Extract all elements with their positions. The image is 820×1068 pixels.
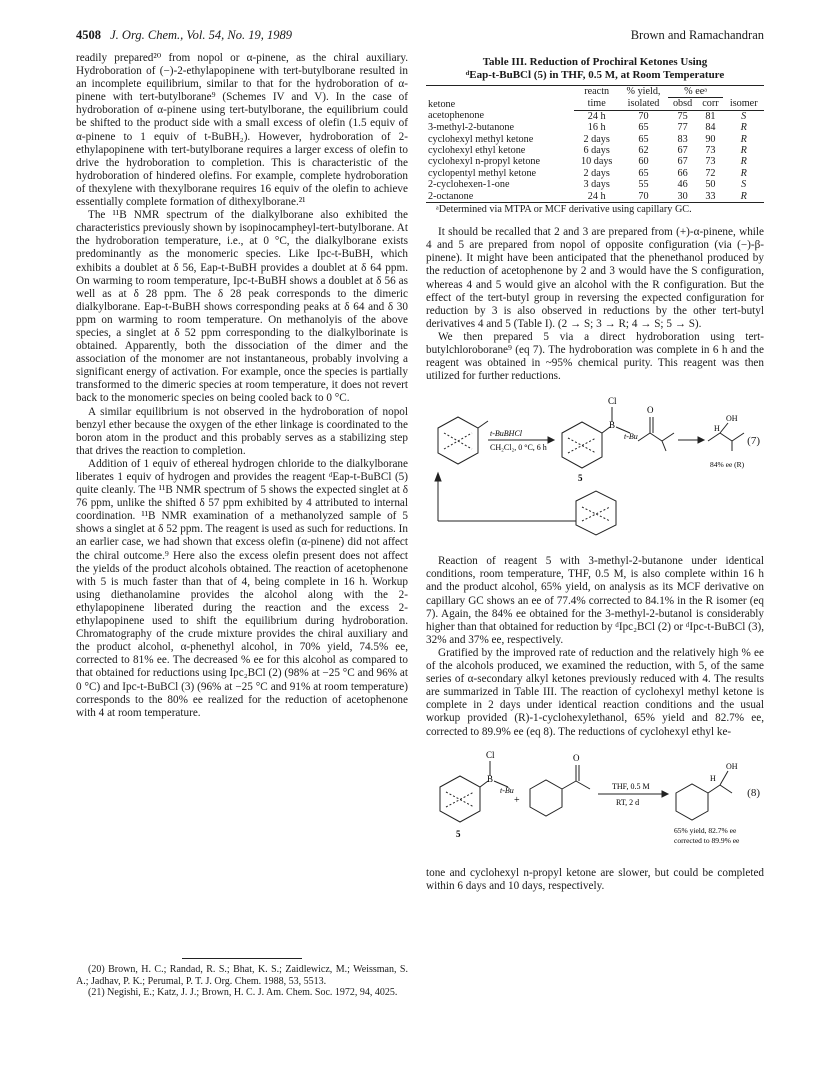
oxygen-label: O: [647, 405, 654, 416]
ee-observed-cell: 46: [677, 179, 688, 191]
isomer-cell: R: [723, 191, 764, 203]
ee-observed-cell: 75: [677, 110, 688, 122]
time-cell: 16 h: [587, 122, 606, 134]
time-cell: 2 days: [583, 167, 610, 179]
ketone-cell: cyclohexyl ethyl ketone: [428, 145, 526, 157]
yield-cell: 60: [638, 156, 649, 168]
tbu-label: t-Bu: [624, 432, 638, 442]
equation-8-structures: [426, 747, 764, 859]
isomer-cell: R: [740, 145, 747, 157]
right-column: [426, 52, 764, 893]
col-header-isolated: isolated: [619, 98, 667, 110]
paragraph: Addition of 1 equiv of ethereal hydrogen chloride to the dialkylborane liberates 1 equiv of hydrogen and provides the reagent ᵈEap-t-BuBCl (5) quite cleanly. The ¹¹B NMR spectrum of 5 shows the expected singlet at δ 76 ppm, unlike the shifted δ 57 ppm exhibited by 4 attributed to internal coordination. ¹¹B NMR examination of a methanolyzed sample of 5 shows a singlet at δ 52 ppm. The reagent is used as such for reductions. In an earlier case, we had shown that excess olefin (α-pinene) did not affect the chiral outcome.⁹ Here also the excess olefin present does not affect the yields of the product alcohols obtained. The reaction of acetophenone with 5 is much faster than that of 4, being complete in 16 h. Workup using diethanolamine provides the alcohol along with the 2-ethylapopinene liberated during the reaction and the excess 2-ethylapopinene used to shift the equilibrium during hydroboration. Chromatography of the crude mixture provides the chiral auxiliary and the product alcohol, α-phenethyl alcohol, in 70% yield, 74.5% ee, corrected to 81% ee. The decreased % ee for this alcohol as compared to that obtained for reductions using Ipc₂BCl (2) (98% at −25 °C and 96% at 0 °C) and Ipc-t-BuBCl (3) (96% at −25 °C and 91% at room temperature) corresponds to the 80% ee realized for the reduction of acetophenone with 4 at room temperature.: [76, 457, 408, 719]
time-cell: 3 days: [583, 179, 610, 191]
col-header-yield: % yield,: [619, 86, 667, 98]
conditions-label: CH₂Cl₂, 0 °C, 6 h: [490, 443, 547, 453]
conditions-label: RT, 2 d: [616, 797, 640, 807]
ee-corrected-cell: 73: [705, 145, 716, 157]
yield-cell: 65: [638, 167, 649, 179]
ketone-cell: 2-cyclohexen-1-one: [428, 179, 510, 191]
isomer-cell: R: [740, 156, 747, 168]
compound-number: 5: [456, 828, 461, 839]
table-row: [426, 110, 764, 122]
col-header-time: time: [574, 98, 619, 110]
col-header-reactn: reactn: [574, 86, 619, 98]
ee-observed-cell: 77: [677, 122, 688, 134]
table-row: [426, 179, 764, 190]
product-ring: [676, 784, 708, 820]
table-row: [426, 191, 764, 203]
reference-21: (21) Negishi, E.; Katz, J. J.; Brown, H. C. J. Am. Chem. Soc. 1972, 94, 4025.: [88, 987, 398, 999]
hydrogen-label: H: [714, 424, 720, 434]
time-cell: 2 days: [583, 133, 610, 145]
ee-corrected-cell: 72: [705, 167, 716, 179]
ee-corrected-cell: 73: [705, 156, 716, 168]
ee-result: 84% ee (R): [710, 460, 745, 470]
paragraph: readily prepared²⁰ from nopol or α-pinene, as the chiral auxiliary. Hydroboration of (−)-2-ethylapopinene with tert-butylborane resulted in an incomplete equilibrium, similar to that for the hydroboration of α-pinene with tert-butylborane⁹ (Schemes IV and V). In the case of hydroboration of α-pinene using tert-butylborane, the equilibrium could be shifted to the product side with a small excess of olefin (1.5 equiv of α-pinene to 1 equiv of t-BuBH₂). However, hydroboration of 2-ethylapopinene with tert-butylborane requires a larger excess of olefin to drive the hydroboration to completion. This is characteristic of the hydroboration of hindered olefins. For example, complete hydroboration of thexylene with thexylborane requires 16 equiv of the olefin to achieve essentially complete formation of dithexylborane.²¹: [76, 52, 408, 209]
ketone-cell: acetophenone: [428, 110, 485, 122]
ketone-cell: cyclohexyl methyl ketone: [428, 133, 534, 145]
ketone-cell: 2-octanone: [426, 191, 574, 203]
running-header: [76, 28, 764, 48]
conditions-label: THF, 0.5 M: [612, 781, 650, 791]
chlorine-label: Cl: [486, 749, 495, 760]
paragraph: A similar equilibrium is not observed in the hydroboration of nopol benzyl ether because the oxygen of the ether linkage is coordinated to the boron atom in the product and this probably serves as a stabilizing step that drives the reaction to completion.: [76, 405, 408, 457]
isomer-cell: R: [740, 133, 747, 145]
table-row: [426, 134, 764, 145]
ee-observed-cell: 83: [677, 133, 688, 145]
table-title: Table III. Reduction of Prochiral Ketones Using ᵈEap-t-BuBCl (5) in THF, 0.5 M, at Room Temperature: [465, 56, 725, 81]
col-header-corr: corr: [697, 98, 723, 110]
table-row: [426, 168, 764, 179]
tbu-label: t-Bu: [500, 785, 514, 795]
journal-citation: J. Org. Chem., Vol. 54, No. 19, 1989: [110, 28, 292, 42]
ee-corrected-cell: 90: [705, 133, 716, 145]
compound-number: 5: [578, 473, 583, 484]
ethylapopinene-ring: [576, 491, 616, 535]
isomer-cell: S: [741, 110, 747, 122]
ketone-cell: cyclohexyl n-propyl ketone: [428, 156, 541, 168]
paragraph: The ¹¹B NMR spectrum of the dialkylborane also exhibited the characteristics previously shown by isopinocampheyl-tert-butylborane. At the hydroboration temperature, i.e., at 0 °C, the dialkylborane exists predominantly as the monomeric species. Like Ipc-t-BuBH, which exhibits a doublet at δ 56, Eap-t-BuBH provides a doublet at δ 64 ppm. On warming to room temperature, Ipc-t-BuBH shows a doublet at δ 56 as well as at δ 28 ppm. The δ 28 peak corresponds to the dimeric dialkylborane. Eap-t-BuBH shows corresponding peaks at δ 64 and δ 30 ppm on warming to room temperature. On methanolyis of the above species, a singlet at δ 52 ppm corresponding to the dialkylborinate is obtained. Apparently, both the dissociation of the dimer and the association of the monomer are not instantaneous, probably involving a significant energy of activation. For example, once the species is partially transformed to the dimeric species at room temperature, it does not revert back to the monomeric species on being cooled back to 0 °C.: [76, 209, 408, 405]
yield-cell: 70: [638, 110, 649, 122]
boron-label: B: [609, 420, 616, 431]
ee-observed-cell: 30: [668, 191, 698, 203]
col-header-ketone: ketone: [426, 86, 574, 111]
hydrogen-label: H: [710, 773, 716, 783]
ee-observed-cell: 67: [677, 145, 688, 157]
ee-result: corrected to 89.9% ee: [674, 835, 740, 845]
ee-corrected-cell: 33: [697, 191, 723, 203]
yield-cell: 70: [619, 191, 667, 203]
oxygen-label: O: [573, 752, 580, 763]
equation-7-structures: [426, 393, 764, 543]
isomer-cell: R: [740, 167, 747, 179]
reagent-label: t-BuBHCl: [490, 429, 522, 439]
ketone-cell: 3-methyl-2-butanone: [428, 122, 515, 134]
ketone-cell: cyclopentyl methyl ketone: [428, 167, 537, 179]
boron-label: B: [487, 773, 494, 784]
reference-20: (20) Brown, H. C.; Randad, R. S.; Bhat, K. S.; Zaidlewicz, M.; Weissman, S. A.; Jadhav, P. K.; Perumal, P. T. J. Org. Chem. 1988, 53, 5513.: [76, 964, 408, 987]
left-column: [76, 52, 408, 720]
equation-7-scheme: [426, 393, 764, 543]
table-row: [426, 156, 764, 167]
time-cell: 24 h: [587, 110, 606, 122]
ee-corrected-cell: 81: [705, 110, 716, 122]
table-body: [426, 110, 764, 202]
equation-number: (8): [747, 786, 760, 799]
table-row: [426, 145, 764, 156]
paragraph: It should be recalled that 2 and 3 are prepared from (+)-α-pinene, while 4 and 5 are prepared from nopol of opposite configuration (via (−)-β-pinene). It might have been anticipated that the phenethanol produced by the reduction of acetophenone by 2 and 3 would have the S configuration, whereas 4 and 5 would give an alcohol with the R configuration. But the effect of the tert-butyl group in reversing the expected configuration for reduction by 3 is also observed in reductions by the other tert-butyl derivatives 4 and 5 (Table I). (2 → S; 3 → R; 4 → S; 5 → S).: [426, 226, 764, 330]
col-header-obsd: obsd: [668, 98, 698, 110]
paragraph: tone and cyclohexyl n-propyl ketone are slower, but could be completed within 6 days and 10 days, respectively.: [426, 866, 764, 892]
col-header-ee: % eeᵃ: [668, 86, 724, 98]
paragraph: Gratified by the improved rate of reduction and the relatively high % ee of the alcohols produced, we examined the reduction, with 5, of the same series of α-secondary alkyl ketones previously reduced with 4. The results are summarized in Table III. The reaction of cyclohexyl methyl ketone is complete in 2 days under identical reaction conditions and the usual workup provided (R)-1-cyclohexylethanol, 65% yield and 82.7% ee, corrected to 89.9% ee (eq 8). The reductions of cyclohexyl ethyl ke-: [426, 646, 764, 738]
time-cell: 6 days: [583, 145, 610, 157]
chlorine-label: Cl: [608, 396, 617, 407]
yield-result: 65% yield, 82.7% ee: [674, 825, 737, 835]
equation-8-scheme: [426, 747, 764, 859]
table-iii: [426, 85, 764, 203]
ee-observed-cell: 66: [677, 167, 688, 179]
yield-cell: 65: [638, 133, 649, 145]
isomer-cell: R: [740, 122, 747, 134]
time-cell: 24 h: [574, 191, 619, 203]
ee-corrected-cell: 84: [705, 122, 716, 134]
plus-sign: +: [514, 794, 520, 806]
yield-cell: 55: [638, 179, 649, 191]
isomer-cell: S: [741, 179, 747, 191]
references: [76, 958, 408, 999]
table-footnote: ᵃDetermined via MTPA or MCF derivative using capillary GC.: [436, 204, 692, 216]
footnote-rule: [182, 958, 302, 959]
yield-cell: 62: [638, 145, 649, 157]
page-number: 4508: [76, 28, 101, 42]
time-cell: 10 days: [580, 156, 613, 168]
hydroxyl-label: OH: [726, 761, 738, 771]
paragraph: We then prepared 5 via a direct hydroboration using tert-butylchloroborane⁹ (eq 7). The hydroboration was complete in 6 h and the reagent was obtained in ~95% chemical purity. This reagent was then utilized for further reductions.: [426, 330, 764, 383]
table-row: [426, 122, 764, 133]
ee-observed-cell: 67: [677, 156, 688, 168]
running-authors: Brown and Ramachandran: [630, 28, 764, 42]
yield-cell: 65: [638, 122, 649, 134]
cyclohexyl-ring: [530, 780, 562, 816]
paragraph: Reaction of reagent 5 with 3-methyl-2-butanone under identical conditions, room temperature, THF, 0.5 M, is also complete within 16 h and the product alcohol, 65% yield, on analysis as its MCF derivative on capillary GC shows an ee of 77.4% corrected to 84.1% in the R isomer (eq 7). Again, the 84% ee obtained for the 3-methyl-2-butanol is considerably higher than that obtained for reduction by ᵈIpc₂BCl (2) or ᵈIpc-t-BuBCl (3), 32% and 37% ee, respectively.: [426, 555, 764, 646]
col-header-isomer: isomer: [723, 98, 764, 110]
equation-number: (7): [747, 435, 760, 448]
hydroxyl-label: OH: [726, 414, 738, 424]
ee-corrected-cell: 50: [705, 179, 716, 191]
